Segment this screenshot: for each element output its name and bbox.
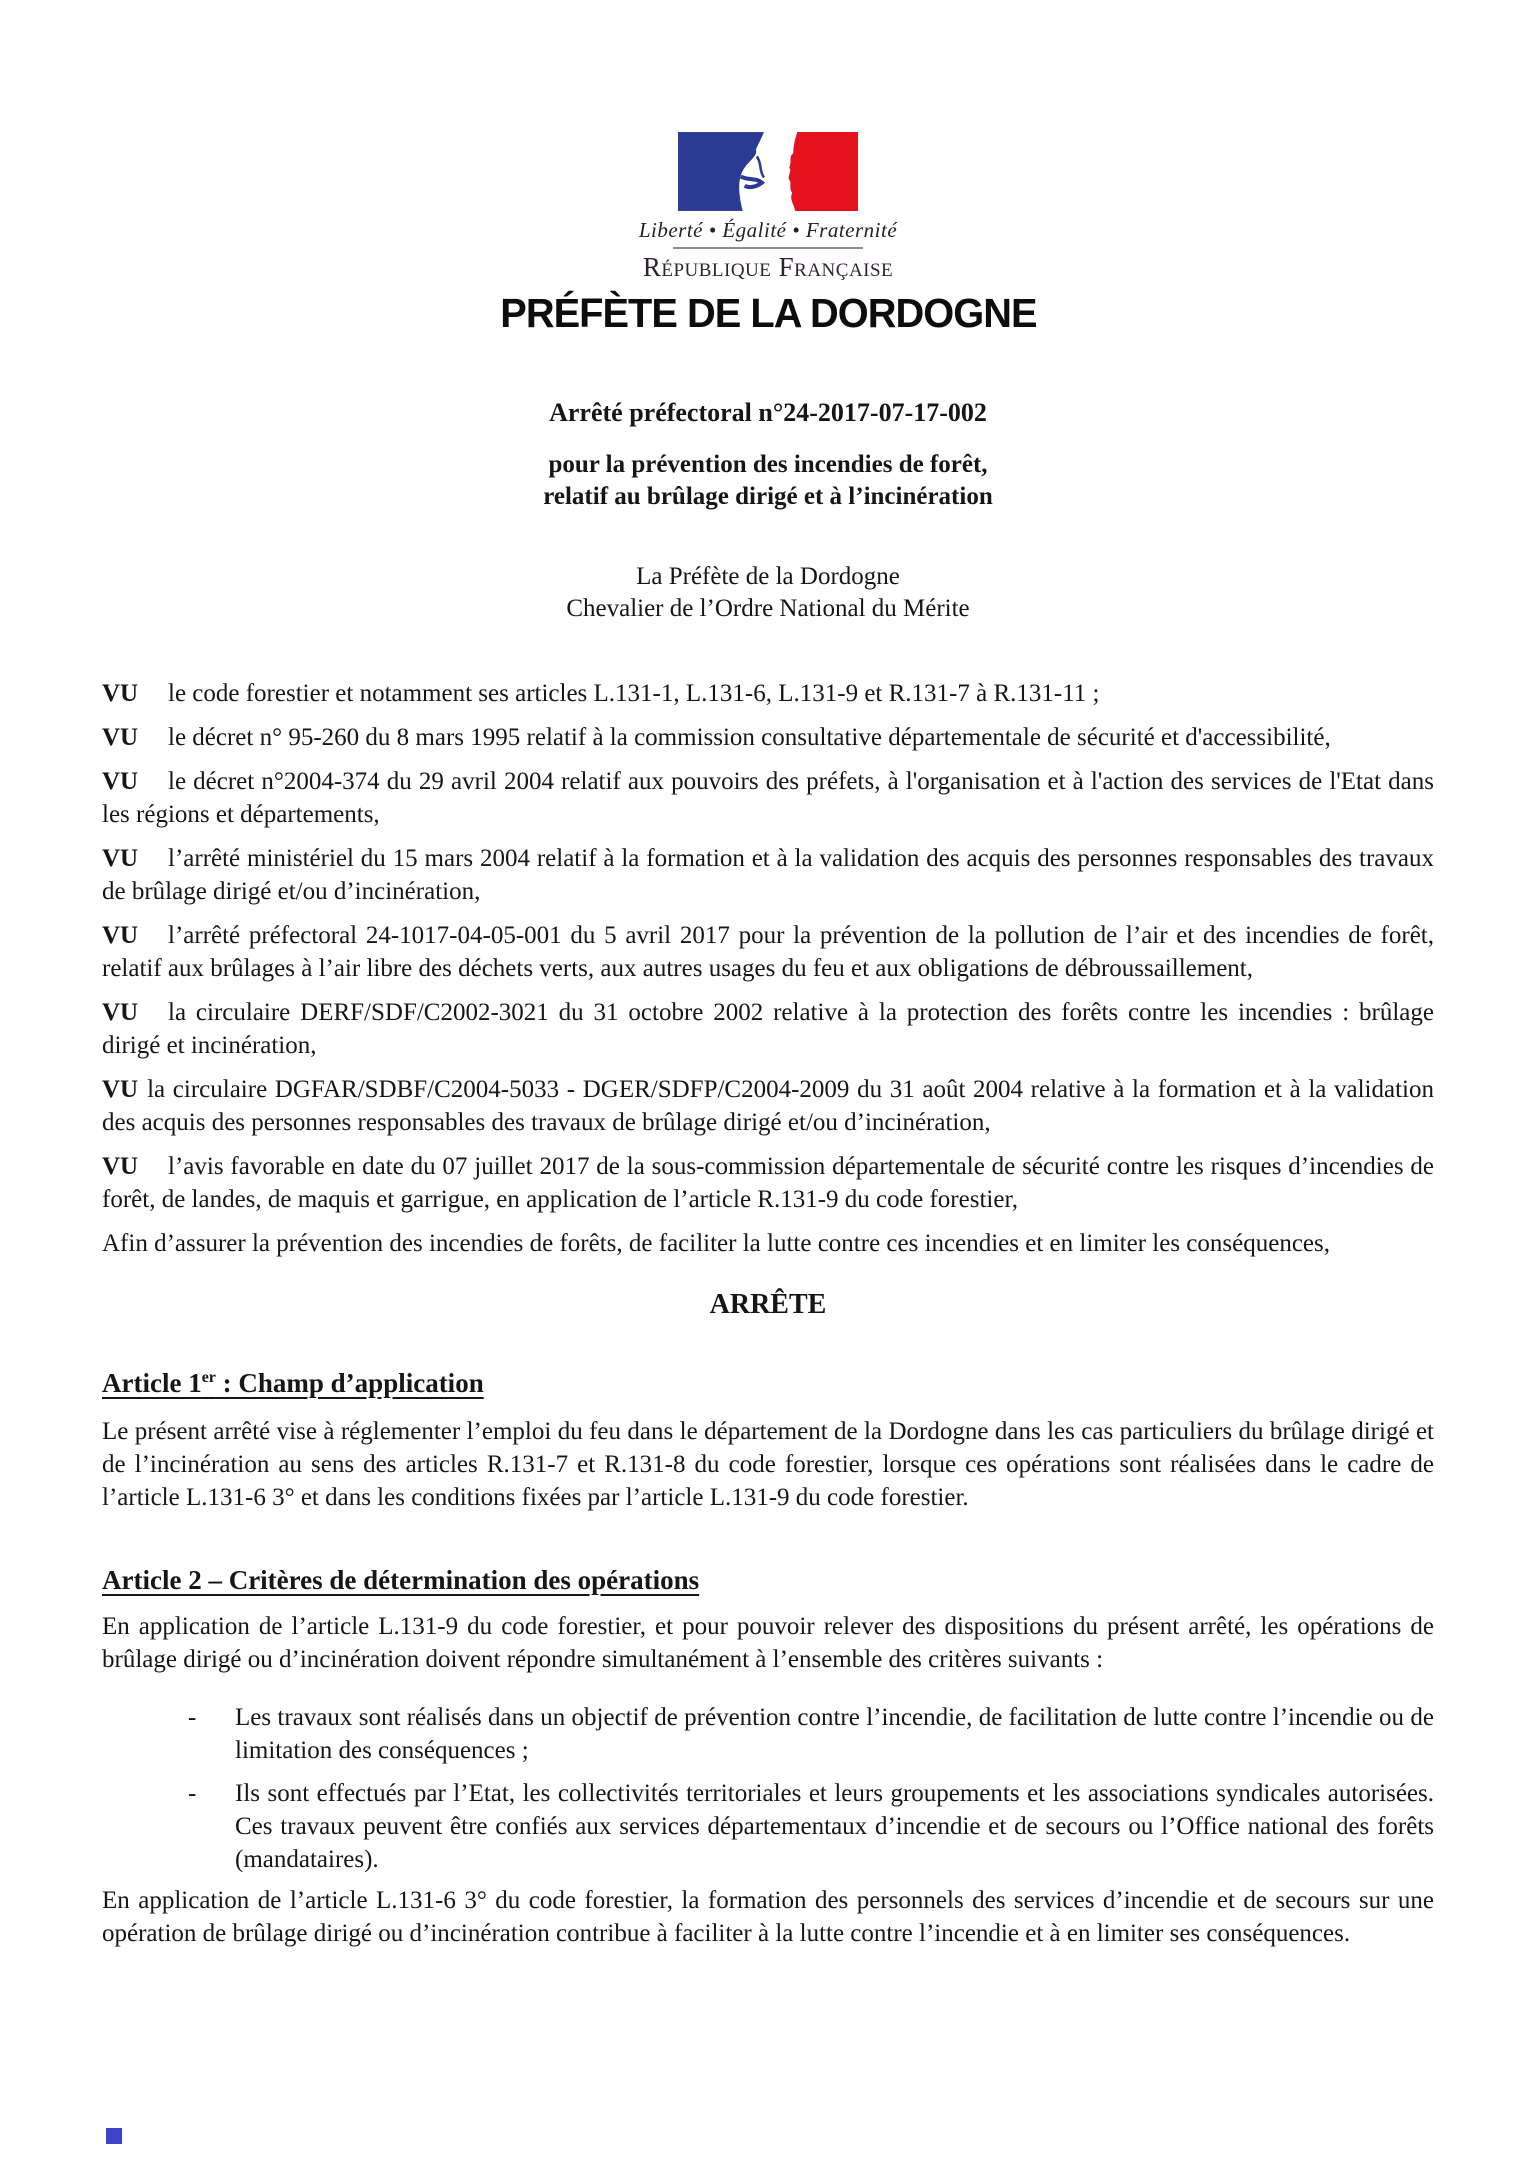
vu-label: VU [102,768,139,795]
bullet-text: Les travaux sont réalisés dans un objectif de prévention contre l’incendie, de facilitation de lutte contre l’incendie ou de limitation des conséquences ; [235,1704,1434,1764]
salutation-line1: La Préfète de la Dordogne [636,563,900,590]
closing-recital: Afin d’assurer la prévention des incendies de forêts, de faciliter la lutte contre ces incendies et en limiter les conséquences, [102,1230,1330,1257]
recital-vu-5 [102,919,1434,985]
article-2-intro: En application de l’article L.131-9 du code forestier, et pour pouvoir relever des dispositions du présent arrêté, les opérations de brûlage dirigé ou d’incinération doivent répondre simultanément à l’ensemble des critères suivants : [102,1613,1434,1673]
article-2-closing: En application de l’article L.131-6 3° du code forestier, la formation des personnels des services d’incendie et de secours sur une opération de brûlage dirigé ou d’incinération contribue à faciliter à la lutte contre l’incendie et à en limiter ses conséquences. [102,1887,1434,1947]
page-corner-mark [106,2128,122,2144]
recital-vu-4 [102,842,1434,908]
motto-divider [673,247,863,249]
recital-text: le décret n° 95-260 du 8 mars 1995 relatif à la commission consultative départementale de sécurité et d'accessibilité, [168,724,1331,751]
decree-subject-line2: relatif au brûlage dirigé et à l’incinération [543,483,993,510]
bullet-dash: - [188,1780,197,1807]
motto-line: Liberté • Égalité • Fraternité [638,218,898,242]
salutation-line2: Chevalier de l’Ordre National du Mérite [566,595,970,622]
vu-label: VU [102,1076,139,1103]
recital-vu-8 [102,1150,1434,1216]
recital-text: l’arrêté préfectoral 24-1017-04-05-001 du 5 avril 2017 pour la prévention de la pollution de l’air et des incendies de forêt, relatif aux brûlages à l’air libre des déchets verts, aux autres usages du feu et aux obligations de débroussaillement, [102,922,1434,982]
bullet-text: Ils sont effectués par l’Etat, les collectivités territoriales et leurs groupements et les associations syndicales autorisées. Ces travaux peuvent être confiés aux services départementaux d’incendie et de secours ou l’Office national des forêts (mandataires). [235,1780,1434,1873]
recital-text: la circulaire DGFAR/SDBF/C2004-5033 - DGER/SDFP/C2004-2009 du 31 août 2004 relative à la formation et à la validation des acquis des personnes responsables des travaux de brûlage dirigé et/ou d’incinération, [102,1076,1434,1136]
vu-label: VU [102,999,139,1026]
recital-vu-2 [102,721,1434,754]
vu-label: VU [102,922,139,949]
bullet-dash: - [188,1704,197,1731]
article-2-section [102,1562,1434,1950]
prefecture-title: PRÉFÈTE DE LA DORDOGNE [499,290,1037,336]
recital-text: la circulaire DERF/SDF/C2002-3021 du 31 octobre 2002 relative à la protection des forêts contre les incendies : brûlage dirigé et incinération, [102,999,1434,1059]
recital-vu-1 [102,677,1434,710]
salutation-block [102,561,1434,625]
recital-text: l’arrêté ministériel du 15 mars 2004 relatif à la formation et à la validation des acquis des personnes responsables des travaux de brûlage dirigé et/ou d’incinération, [102,845,1434,905]
decree-word: ARRÊTE [709,1289,827,1320]
decree-subject-line1: pour la prévention des incendies de forêt, [548,451,988,478]
french-republic-marianne-logo-icon [678,132,858,211]
decree-number: Arrêté préfectoral n°24-2017-07-17-002 [549,398,987,427]
vu-label: VU [102,1153,139,1180]
article-1-heading-rest: : Champ d’application [215,1368,484,1398]
recital-vu-3 [102,765,1434,831]
article-1-heading [102,1360,1434,1401]
decree-title-block [102,397,1434,513]
article-2-heading: Article 2 – Critères de détermination des opérations [102,1565,700,1595]
article-2-bullet-2 [102,1777,1434,1876]
document-header [0,0,1536,337]
recital-text: le code forestier et notamment ses articles L.131-1, L.131-6, L.131-9 et R.131-7 à R.131-11 ; [168,680,1100,707]
article-1-heading-superscript: er [201,1369,216,1386]
article-1-heading-main: Article 1 [102,1368,202,1398]
recital-text: l’avis favorable en date du 07 juillet 2017 de la sous-commission départementale de sécurité contre les risques d’incendies de forêt, de landes, de maquis et garrigue, en application de l’article R.131-9 du code forestier, [102,1153,1434,1213]
recitals-section [102,677,1434,1260]
recital-vu-6 [102,996,1434,1062]
article-2-bullet-1 [102,1701,1434,1767]
recital-vu-7 [102,1073,1434,1139]
vu-label: VU [102,680,139,707]
recital-text: le décret n°2004-374 du 29 avril 2004 relatif aux pouvoirs des préfets, à l'organisation et à l'action des services de l'Etat dans les régions et départements, [102,768,1434,828]
article-1-section [102,1360,1434,1514]
vu-label: VU [102,724,139,751]
republic-title: République Française [642,252,894,282]
article-1-body: Le présent arrêté vise à réglementer l’emploi du feu dans le département de la Dordogne dans les cas particuliers du brûlage dirigé et de l’incinération au sens des articles R.131-7 et R.131-8 du code forestier, lorsque ces opérations sont réalisées dans le cadre de l’article L.131-6 3° et dans les conditions fixées par l’article L.131-9 du code forestier. [102,1418,1434,1511]
vu-label: VU [102,845,139,872]
